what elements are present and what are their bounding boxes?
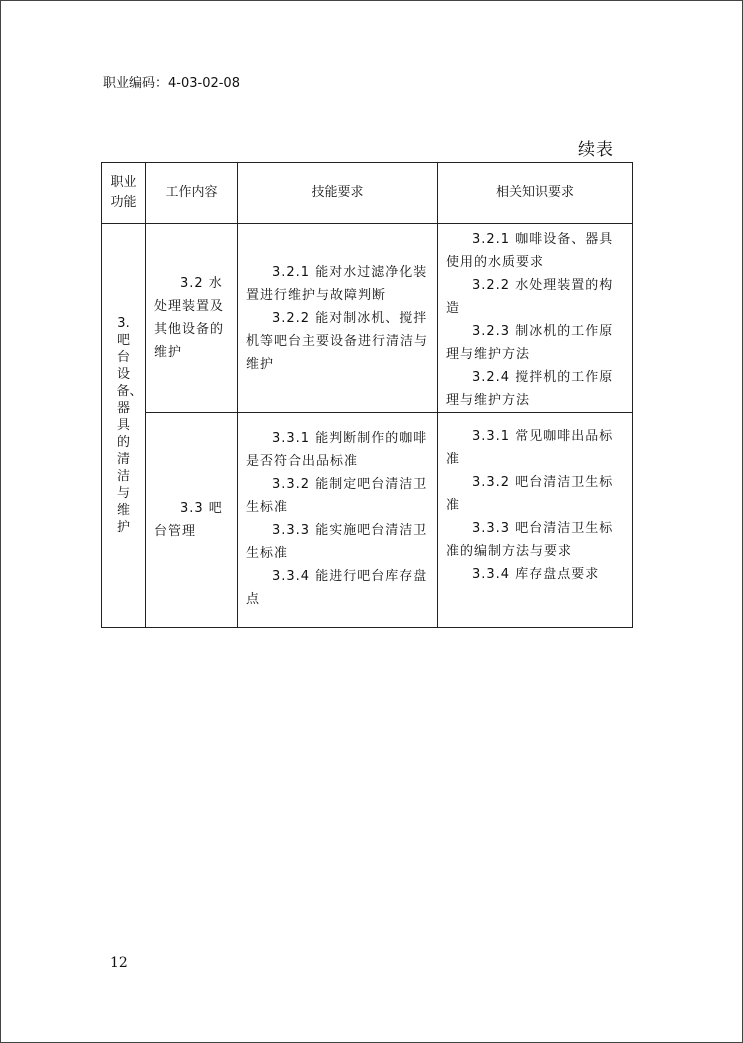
continued-label: 续表 xyxy=(578,140,614,160)
occupation-code: 职业编码：4-03-02-08 xyxy=(103,76,240,91)
header-skills: 技能要求 xyxy=(238,163,438,224)
skill-item: 3.3.2 能制定吧台清洁卫生标准 xyxy=(246,477,428,515)
header-content: 工作内容 xyxy=(146,163,238,224)
content-text: 3.3 吧台管理 xyxy=(154,501,223,539)
skill-item: 3.2.1 能对水过滤净化装置进行维护与故障判断 xyxy=(246,264,428,303)
content-cell xyxy=(146,413,238,628)
skill-item: 3.3.4 能进行吧台库存盘点 xyxy=(246,569,428,607)
knowledge-cell xyxy=(438,224,633,413)
content-text: 3.2 水处理装置及其他设备的维护 xyxy=(154,276,225,360)
table-row xyxy=(102,224,633,413)
skill-item: 3.3.1 能判断制作的咖啡是否符合出品标准 xyxy=(246,431,428,469)
skills-cell xyxy=(238,224,438,413)
header-function: 职业 功能 xyxy=(102,163,146,224)
page-number: 12 xyxy=(110,955,128,971)
function-label: 3. 吧台设备、器具的清洁与维护 xyxy=(116,316,143,535)
content-cell xyxy=(146,224,238,413)
table-row xyxy=(102,413,633,628)
skills-cell xyxy=(238,413,438,628)
knowledge-item: 3.2.4 搅拌机的工作原理与维护方法 xyxy=(446,370,614,408)
function-cell xyxy=(102,224,146,628)
skill-item: 3.3.3 能实施吧台清洁卫生标准 xyxy=(246,523,428,561)
knowledge-item: 3.3.3 吧台清洁卫生标准的编制方法与要求 xyxy=(446,520,614,559)
skill-item: 3.2.2 能对制冰机、搅拌机等吧台主要设备进行清洁与维护 xyxy=(246,310,429,372)
table-header-row xyxy=(102,163,633,224)
knowledge-item: 3.3.2 吧台清洁卫生标准 xyxy=(446,474,614,513)
knowledge-cell xyxy=(438,413,633,628)
knowledge-item: 3.3.4 库存盘点要求 xyxy=(472,566,600,582)
knowledge-item: 3.2.3 制冰机的工作原理与维护方法 xyxy=(446,324,614,362)
knowledge-item: 3.2.2 水处理装置的构造 xyxy=(446,278,614,316)
knowledge-item: 3.2.1 咖啡设备、器具使用的水质要求 xyxy=(446,232,614,270)
skills-table xyxy=(101,162,633,628)
knowledge-item: 3.3.1 常见咖啡出品标准 xyxy=(446,428,614,467)
header-knowledge: 相关知识要求 xyxy=(438,163,633,224)
